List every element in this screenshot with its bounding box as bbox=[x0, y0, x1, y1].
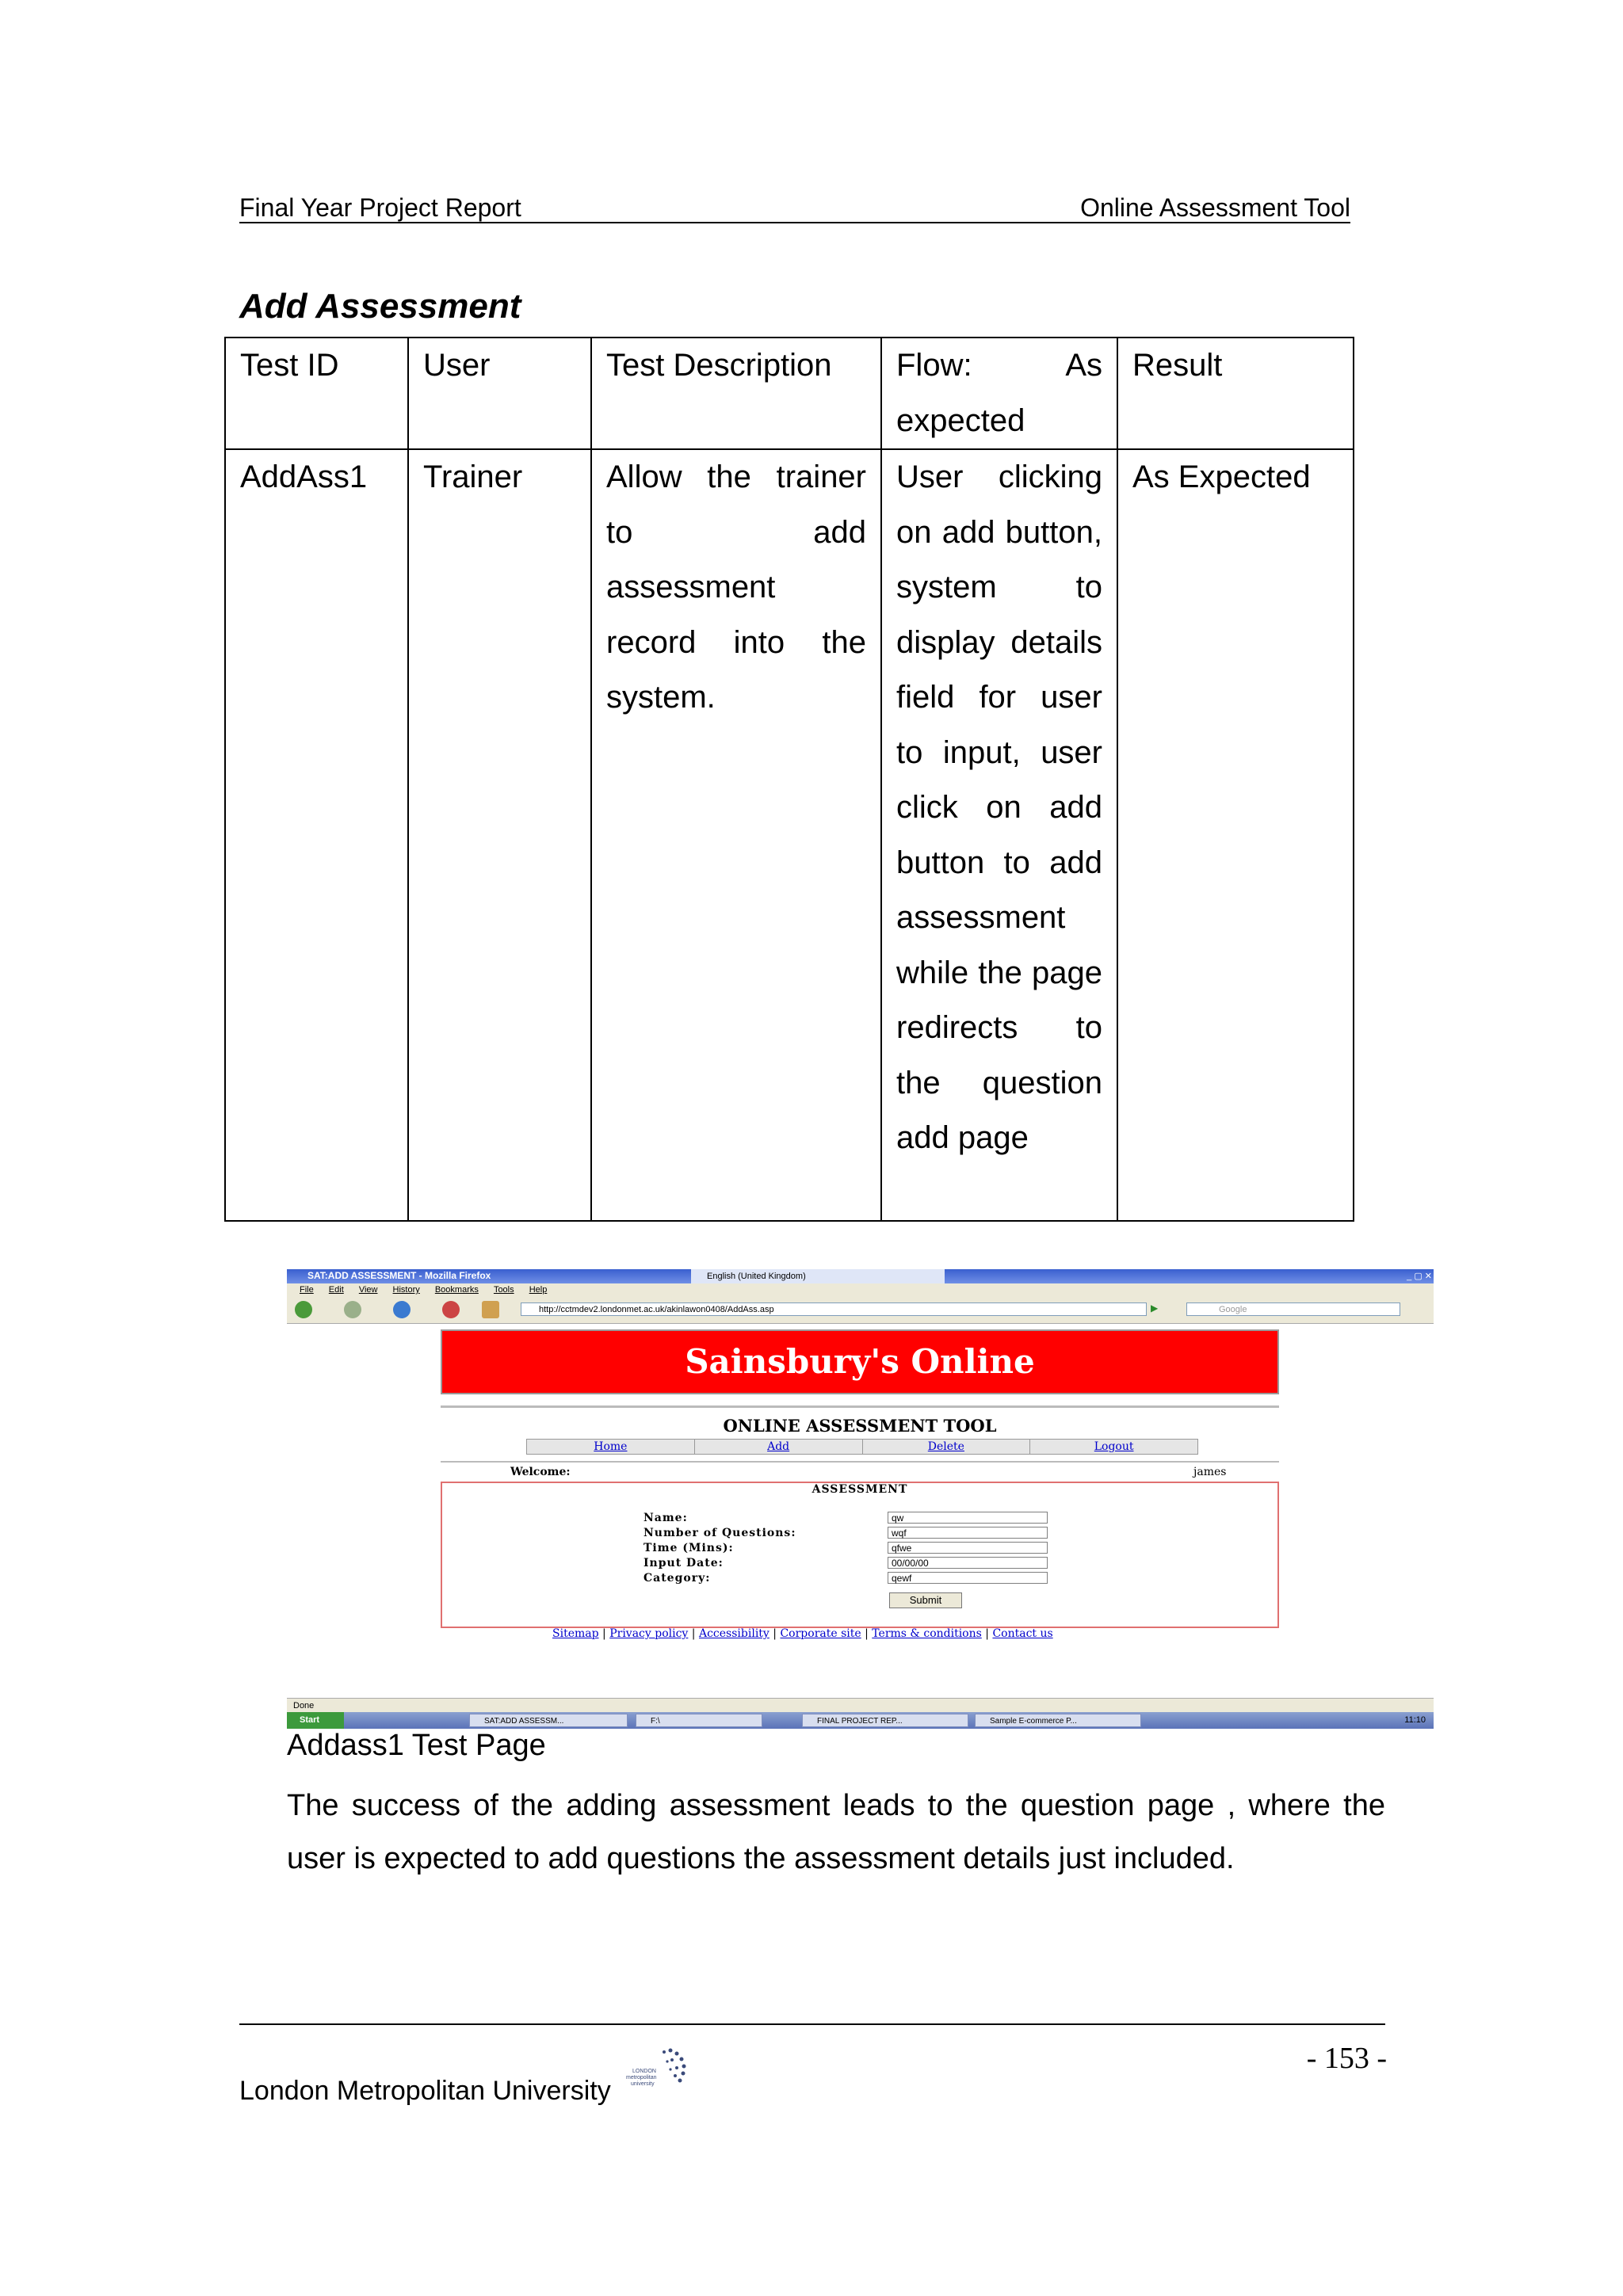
university-name: London Metropolitan University bbox=[239, 2076, 611, 2106]
cell-flow: User clicking on add button, system to display details field for user to input, user click on add button to add assessment while the page redirects to the question add page bbox=[881, 449, 1117, 1221]
window-controls-icon[interactable]: _ ▢ ✕ bbox=[1407, 1272, 1432, 1281]
field-label-name: Name: bbox=[643, 1512, 688, 1524]
header-test-id: Test ID bbox=[225, 338, 408, 449]
cell-user: Trainer bbox=[408, 449, 591, 1221]
browser-status-bar: Done bbox=[287, 1698, 1434, 1712]
logo-text-3: university bbox=[631, 2081, 655, 2087]
assessment-form bbox=[441, 1482, 1279, 1628]
table-header-row bbox=[225, 338, 1354, 449]
welcome-label: Welcome: bbox=[510, 1466, 571, 1478]
reload-icon[interactable] bbox=[393, 1301, 411, 1318]
nav-add[interactable]: Add bbox=[695, 1440, 863, 1454]
footer-link-accessibility[interactable]: Accessibility bbox=[698, 1627, 769, 1640]
logo-text-2: metropolitan bbox=[626, 2075, 657, 2081]
menu-help[interactable]: Help bbox=[529, 1285, 548, 1295]
forward-icon[interactable] bbox=[344, 1301, 361, 1318]
taskbar-item-report[interactable]: FINAL PROJECT REP... bbox=[802, 1714, 968, 1727]
footer-link-privacy[interactable]: Privacy policy bbox=[609, 1627, 689, 1640]
table-row bbox=[225, 449, 1354, 1221]
language-bar: English (United Kingdom) bbox=[691, 1269, 945, 1283]
header-flow-word2: As bbox=[1065, 348, 1102, 383]
nav-delete[interactable]: Delete bbox=[863, 1440, 1031, 1454]
header-left: Final Year Project Report bbox=[239, 193, 521, 222]
browser-nav-bar bbox=[287, 1296, 1434, 1324]
figure-caption: Addass1 Test Page bbox=[287, 1729, 546, 1762]
field-label-time: Time (Mins): bbox=[643, 1542, 734, 1554]
site-banner: Sainsbury's Online bbox=[441, 1329, 1279, 1394]
taskbar-item-drive[interactable]: F:\ bbox=[636, 1714, 762, 1727]
footer-rule bbox=[239, 2023, 1385, 2025]
section-title: Add Assessment bbox=[239, 287, 521, 326]
welcome-bar bbox=[441, 1461, 1279, 1478]
field-label-questions: Number of Questions: bbox=[643, 1527, 796, 1539]
field-label-date: Input Date: bbox=[643, 1557, 724, 1569]
nav-home[interactable]: Home bbox=[527, 1440, 695, 1454]
university-logo-icon bbox=[609, 2046, 696, 2098]
header-flow-word1: Flow: bbox=[896, 348, 972, 383]
body-paragraph: The success of the adding assessment leads to the question page , where the user is expected to add questions the assessment details just included. bbox=[287, 1789, 1385, 1875]
running-header bbox=[239, 193, 1350, 223]
footer-link-sitemap[interactable]: Sitemap bbox=[552, 1627, 599, 1640]
header-result: Result bbox=[1117, 338, 1354, 449]
windows-taskbar bbox=[287, 1712, 1434, 1729]
date-input[interactable]: 00/00/00 bbox=[888, 1557, 1048, 1569]
tool-title: ONLINE ASSESSMENT TOOL bbox=[441, 1405, 1279, 1436]
stop-icon[interactable] bbox=[442, 1301, 460, 1318]
embedded-screenshot bbox=[287, 1269, 1434, 1729]
footer-link-terms[interactable]: Terms & conditions bbox=[872, 1627, 982, 1640]
questions-input[interactable]: wqf bbox=[888, 1527, 1048, 1539]
menu-tools[interactable]: Tools bbox=[493, 1285, 514, 1295]
address-bar[interactable]: http://cctmdev2.londonmet.ac.uk/akinlawon0408/AddAss.asp bbox=[521, 1302, 1147, 1316]
cell-description: Allow the trainer to add assessment record into the system. bbox=[591, 449, 881, 1221]
menu-bookmarks[interactable]: Bookmarks bbox=[434, 1285, 479, 1295]
taskbar-item-ecommerce[interactable]: Sample E-commerce P... bbox=[975, 1714, 1141, 1727]
page-number: - 153 - bbox=[1306, 2042, 1387, 2075]
time-input[interactable]: qfwe bbox=[888, 1542, 1048, 1554]
welcome-user: james bbox=[1193, 1466, 1227, 1478]
cell-result: As Expected bbox=[1117, 449, 1354, 1221]
browser-window-title: SAT:ADD ASSESSMENT - Mozilla Firefox bbox=[307, 1270, 491, 1281]
header-user: User bbox=[408, 338, 591, 449]
site-nav bbox=[526, 1439, 1198, 1455]
home-icon[interactable] bbox=[482, 1301, 499, 1318]
header-right: Online Assessment Tool bbox=[1080, 193, 1350, 222]
footer-link-contact[interactable]: Contact us bbox=[992, 1627, 1053, 1640]
menu-file[interactable]: File bbox=[300, 1285, 314, 1295]
header-flow bbox=[881, 338, 1117, 449]
browser-menu-bar bbox=[287, 1283, 1434, 1296]
nav-logout[interactable]: Logout bbox=[1094, 1440, 1134, 1453]
browser-title-bar bbox=[287, 1269, 1434, 1283]
search-input[interactable]: Google bbox=[1186, 1302, 1400, 1316]
header-flow-word3: expected bbox=[896, 402, 1025, 438]
form-heading: ASSESSMENT bbox=[812, 1483, 908, 1496]
test-table bbox=[224, 337, 1354, 1222]
taskbar-item-assessment[interactable]: SAT:ADD ASSESSM... bbox=[469, 1714, 628, 1727]
logo-text-1: LONDON bbox=[632, 2069, 656, 2074]
menu-view[interactable]: View bbox=[358, 1285, 378, 1295]
footer-link-corporate[interactable]: Corporate site bbox=[780, 1627, 861, 1640]
taskbar-clock: 11:10 bbox=[1404, 1715, 1426, 1725]
header-description: Test Description bbox=[591, 338, 881, 449]
site-footer-links: Sitemap | Privacy policy | Accessibility | Corporate site | Terms & conditions | Contact us bbox=[552, 1627, 1053, 1640]
start-button[interactable]: Start bbox=[287, 1712, 344, 1729]
field-label-category: Category: bbox=[643, 1572, 711, 1585]
menu-history[interactable]: History bbox=[392, 1285, 420, 1295]
back-icon[interactable] bbox=[295, 1301, 312, 1318]
category-input[interactable]: qewf bbox=[888, 1572, 1048, 1584]
menu-edit[interactable]: Edit bbox=[328, 1285, 344, 1295]
go-icon[interactable]: ▶ bbox=[1151, 1302, 1159, 1314]
name-input[interactable]: qw bbox=[888, 1512, 1048, 1524]
submit-button[interactable]: Submit bbox=[889, 1592, 962, 1608]
cell-test-id: AddAss1 bbox=[225, 449, 408, 1221]
